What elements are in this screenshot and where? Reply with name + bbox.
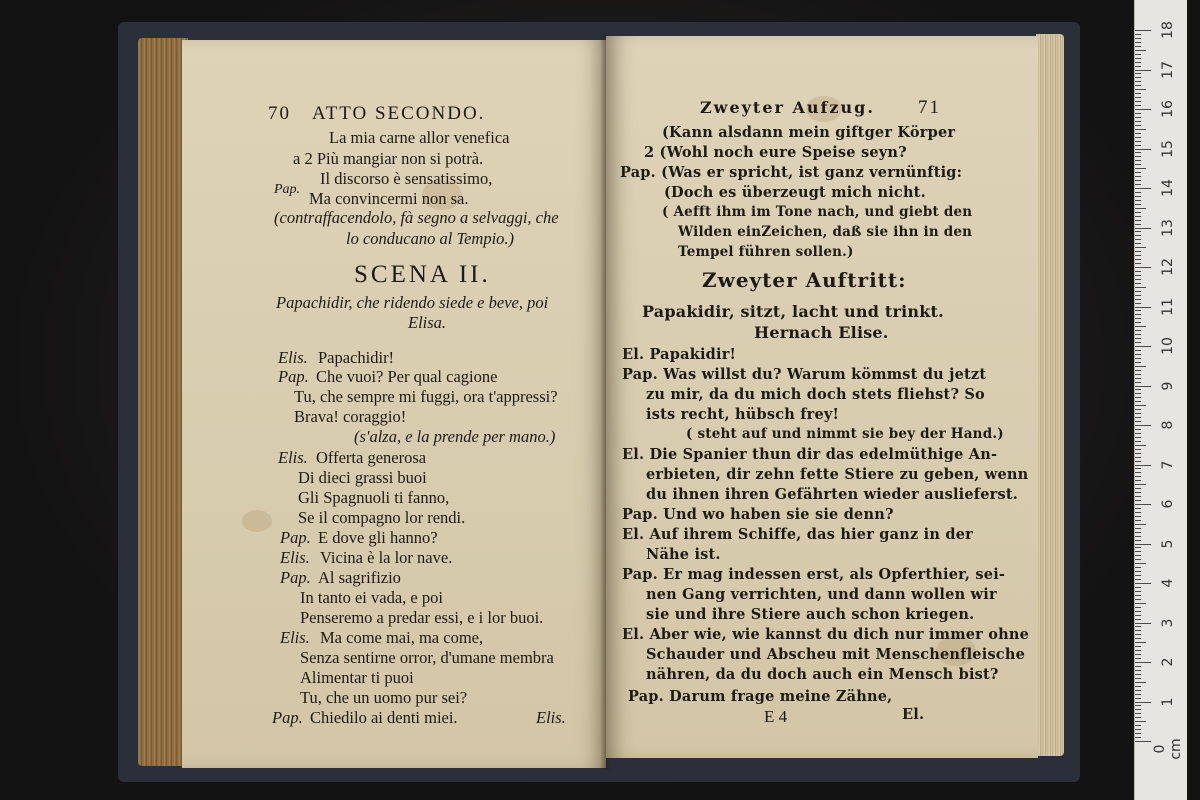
verse-line: (Kann alsdann mein giftger Körper [662, 124, 956, 141]
ruler-number: 17 [1160, 60, 1176, 79]
ruler-tick [1135, 532, 1141, 533]
ruler-tick [1135, 709, 1141, 710]
dialogue-line: Pap. Was willst du? Warum kömmst du jetzt [622, 366, 987, 383]
running-head: Zweyter Aufzug. [700, 98, 875, 117]
ruler-tick [1135, 468, 1141, 469]
ruler-tick [1135, 259, 1141, 260]
ruler-tick [1135, 378, 1141, 379]
ruler-tick [1135, 231, 1141, 232]
ruler-number: 18 [1160, 21, 1176, 39]
ruler-tick [1135, 737, 1141, 738]
page-block-edge-left [138, 38, 188, 766]
dialogue-line: Pap. Er mag indessen erst, als Opferthier, sei- [622, 566, 1006, 583]
ruler-tick [1135, 591, 1141, 592]
verse-line: 2 (Wohl noch eure Speise seyn? [644, 144, 907, 161]
dialogue-line: Offerta generosa [316, 448, 427, 467]
catchword: El. [902, 706, 925, 723]
ruler-tick [1135, 615, 1141, 616]
ruler-tick [1135, 449, 1141, 450]
ruler-tick [1135, 362, 1141, 363]
ruler-tick [1135, 630, 1141, 631]
ruler-tick [1135, 354, 1141, 355]
speaker-label: Pap. [272, 708, 303, 727]
ruler-number: 0 cm [1152, 738, 1184, 760]
stage-direction: (contraffacendolo, fà segno a selvaggi, che [274, 208, 559, 227]
dialogue-line: Senza sentirne orror, d'umane membra [300, 648, 554, 667]
dialogue-line: In tanto ei vada, e poi [300, 588, 443, 607]
ruler-tick [1135, 382, 1141, 383]
ruler-tick [1135, 528, 1141, 529]
ruler-tick [1135, 678, 1141, 679]
ruler-tick [1135, 500, 1141, 501]
dialogue-line: Penseremo a predar essi, e i lor buoi. [300, 608, 544, 627]
dialogue-line: E dove gli hanno? [318, 528, 438, 547]
ruler-tick [1135, 101, 1141, 102]
ruler-tick [1135, 634, 1141, 635]
ruler-tick [1135, 141, 1141, 142]
dialogue-line: Se il compagno lor rendi. [298, 508, 466, 527]
ruler-tick [1135, 445, 1146, 446]
verse-line: Pap. (Was er spricht, ist ganz vernünftig: [620, 164, 963, 181]
ruler-tick [1135, 690, 1141, 691]
dialogue-line: El. Auf ihrem Schiffe, das hier ganz in der [622, 526, 973, 543]
stage-direction: Wilden einZeichen, daß sie ihn in den [678, 224, 973, 240]
ruler-tick [1135, 405, 1146, 406]
ruler-number: 3 [1160, 618, 1176, 627]
ruler-tick [1135, 291, 1141, 292]
ruler-tick [1135, 496, 1141, 497]
speaker-label: Elis. [280, 548, 310, 567]
speaker-label: Pap. [278, 367, 309, 386]
ruler-tick [1135, 152, 1141, 153]
ruler-tick [1135, 93, 1141, 94]
ruler-tick [1135, 453, 1141, 454]
ruler-tick [1135, 350, 1141, 351]
ruler-tick [1135, 366, 1146, 367]
ruler-tick [1135, 393, 1141, 394]
ruler-tick [1135, 81, 1141, 82]
ruler-tick [1135, 97, 1141, 98]
dialogue-line: Tu, che sempre mi fuggi, ora t'appressi? [294, 387, 558, 406]
ruler-tick [1135, 62, 1141, 63]
dialogue-line: El. Papakidir! [622, 346, 737, 363]
stage-direction: lo conducano al Tempio.) [346, 229, 515, 248]
dialogue-line: erbieten, dir zehn fette Stiere zu geben, wenn [646, 466, 1029, 483]
ruler-tick [1135, 46, 1141, 47]
ruler-tick [1135, 682, 1146, 683]
ruler-tick [1135, 263, 1141, 264]
ruler-tick [1135, 666, 1141, 667]
stage-direction: (s'alza, e la prende per mano.) [354, 427, 556, 446]
dialogue-line: Alimentar ti puoi [300, 668, 414, 687]
ruler-tick [1135, 717, 1141, 718]
ruler-tick [1135, 212, 1141, 213]
ruler-tick [1135, 307, 1151, 308]
ruler-tick [1135, 172, 1141, 173]
ruler-tick [1135, 540, 1141, 541]
ruler-number: 15 [1160, 139, 1176, 158]
dialogue-line: zu mir, da du mich doch stets fliehst? So [646, 386, 985, 403]
left-page [182, 40, 606, 768]
verse-line: a 2 Più mangiar non si potrà. [293, 149, 484, 168]
ruler-tick [1135, 299, 1141, 300]
ruler-tick [1135, 524, 1146, 525]
ruler-tick [1135, 555, 1141, 556]
ruler-tick [1135, 694, 1141, 695]
ruler-tick [1135, 156, 1141, 157]
ruler-tick [1135, 662, 1151, 663]
measuring-ruler [1134, 0, 1187, 800]
dialogue-line: nen Gang verrichten, und dann wollen wir [646, 586, 997, 603]
foxing-stain [242, 510, 272, 532]
ruler-number: 11 [1160, 297, 1176, 316]
speaker-label: Pap. [274, 182, 301, 197]
ruler-tick [1135, 508, 1141, 509]
ruler-tick [1135, 109, 1151, 110]
ruler-tick [1135, 551, 1141, 552]
ruler-tick [1135, 465, 1151, 466]
dialogue-line: Al sagrifizio [318, 568, 401, 587]
ruler-tick [1135, 516, 1141, 517]
ruler-tick [1135, 342, 1141, 343]
ruler-tick [1135, 512, 1141, 513]
ruler-tick [1135, 698, 1141, 699]
ruler-tick [1135, 492, 1141, 493]
dialogue-line: Schauder und Abscheu mit Menschenfleische [646, 646, 1025, 663]
ruler-tick [1135, 571, 1141, 572]
stage-direction: ( steht auf und nimmt sie bey der Hand.) [686, 426, 1004, 442]
ruler-tick [1135, 275, 1141, 276]
ruler-tick [1135, 50, 1146, 51]
ruler-tick [1135, 575, 1141, 576]
ruler-tick [1135, 563, 1146, 564]
ruler-tick [1135, 346, 1151, 347]
ruler-tick [1135, 441, 1141, 442]
ruler-tick [1135, 476, 1141, 477]
ruler-tick [1135, 457, 1141, 458]
stage-direction: Tempel führen sollen.) [678, 244, 854, 260]
ruler-tick [1135, 283, 1141, 284]
page-number: 71 [918, 97, 941, 118]
right-page [606, 36, 1038, 758]
ruler-tick [1135, 650, 1141, 651]
dialogue-line: Nähe ist. [646, 546, 721, 563]
ruler-number: 2 [1160, 657, 1176, 667]
ruler-tick [1135, 176, 1141, 177]
ruler-tick [1135, 638, 1141, 639]
scene-description: Hernach Elise. [754, 323, 889, 342]
dialogue-line: Papachidir! [318, 348, 395, 367]
ruler-tick [1135, 251, 1141, 252]
ruler-tick [1135, 370, 1141, 371]
ruler-tick [1135, 374, 1141, 375]
ruler-tick [1135, 413, 1141, 414]
ruler-tick [1135, 192, 1141, 193]
scene-description: Elisa. [408, 313, 447, 332]
ruler-tick [1135, 204, 1141, 205]
ruler-tick [1135, 544, 1151, 545]
dialogue-line: Pap. Darum frage meine Zähne, [628, 688, 893, 705]
dialogue-line: El. Aber wie, wie kannst du dich nur immer ohne [622, 626, 1030, 643]
ruler-tick [1135, 113, 1141, 114]
verse-line: Il discorso è sensatissimo, [320, 169, 493, 188]
ruler-tick [1135, 34, 1141, 35]
ruler-tick [1135, 145, 1141, 146]
ruler-number: 12 [1160, 258, 1176, 276]
ruler-tick [1135, 310, 1141, 311]
dialogue-line: ists recht, hübsch frey! [646, 406, 840, 423]
ruler-tick [1135, 77, 1141, 78]
verse-line: (Doch es überzeugt mich nicht. [664, 184, 926, 201]
ruler-tick [1135, 733, 1141, 734]
signature-mark: E 4 [764, 707, 788, 726]
ruler-tick [1135, 30, 1151, 31]
dialogue-line: El. Die Spanier thun dir das edelmüthige An- [622, 446, 998, 463]
ruler-tick [1135, 425, 1151, 426]
ruler-tick [1135, 389, 1141, 390]
ruler-tick [1135, 504, 1151, 505]
ruler-number: 8 [1160, 420, 1176, 430]
speaker-label: Pap. [280, 528, 311, 547]
ruler-tick [1135, 188, 1151, 189]
dialogue-line: Di dieci grassi buoi [298, 468, 427, 487]
dialogue-line: sie und ihre Stiere auch schon kriegen. [646, 606, 975, 623]
running-head: ATTO SECONDO. [312, 103, 486, 124]
ruler-tick [1135, 358, 1141, 359]
ruler-tick [1135, 658, 1141, 659]
ruler-tick [1135, 243, 1141, 244]
ruler-number: 14 [1160, 179, 1176, 197]
ruler-tick [1135, 437, 1141, 438]
ruler-tick [1135, 125, 1141, 126]
ruler-tick [1135, 200, 1141, 201]
ruler-tick [1135, 702, 1151, 703]
ruler-tick [1135, 220, 1141, 221]
ruler-tick [1135, 429, 1141, 430]
ruler-number: 16 [1160, 100, 1176, 118]
dialogue-line: Chiedilo ai denti miei. [310, 708, 458, 727]
ruler-tick [1135, 599, 1141, 600]
stage-direction: ( Aefft ihm im Tone nach, und giebt den [662, 204, 973, 220]
speaker-label: Elis. [280, 628, 310, 647]
ruler-number: 7 [1160, 460, 1176, 469]
ruler-tick [1135, 318, 1141, 319]
ruler-tick [1135, 536, 1141, 537]
ruler-tick [1135, 619, 1141, 620]
scene-title: Zweyter Auftritt: [702, 268, 907, 292]
ruler-tick [1135, 559, 1141, 560]
ruler-tick [1135, 338, 1141, 339]
ruler-tick [1135, 105, 1141, 106]
ruler-tick [1135, 686, 1141, 687]
ruler-number: 6 [1160, 499, 1176, 509]
ruler-tick [1135, 208, 1146, 209]
ruler-tick [1135, 303, 1141, 304]
ruler-tick [1135, 725, 1141, 726]
page-number: 70 [268, 103, 291, 124]
ruler-tick [1135, 168, 1146, 169]
ruler-tick [1135, 164, 1141, 165]
ruler-tick [1135, 595, 1141, 596]
catchword: Elis. [536, 708, 566, 727]
ruler-tick [1135, 674, 1141, 675]
ruler-tick [1135, 38, 1141, 39]
ruler-tick [1135, 713, 1141, 714]
ruler-tick [1135, 670, 1141, 671]
ruler-tick [1135, 721, 1146, 722]
ruler-tick [1135, 287, 1146, 288]
ruler-tick [1135, 397, 1141, 398]
dialogue-line: Vicina è la lor nave. [320, 548, 453, 567]
page-block-edge-right [1036, 34, 1064, 756]
ruler-tick [1135, 235, 1141, 236]
ruler-tick [1135, 401, 1141, 402]
ruler-tick [1135, 433, 1141, 434]
ruler-tick [1135, 54, 1141, 55]
ruler-number: 5 [1160, 539, 1176, 548]
dialogue-line: Che vuoi? Per qual cagione [316, 367, 498, 386]
ruler-number: 13 [1160, 218, 1176, 237]
ruler-tick [1135, 547, 1141, 548]
ruler-tick [1135, 705, 1141, 706]
ruler-tick [1135, 129, 1146, 130]
ruler-tick [1135, 472, 1141, 473]
ruler-tick [1135, 729, 1141, 730]
ruler-tick [1135, 626, 1141, 627]
ruler-tick [1135, 70, 1151, 71]
ruler-tick [1135, 279, 1141, 280]
ruler-tick [1135, 520, 1141, 521]
ruler-tick [1135, 642, 1146, 643]
ruler-tick [1135, 73, 1141, 74]
ruler-tick [1135, 239, 1141, 240]
verse-line: Ma convincermi non sa. [309, 189, 469, 208]
ruler-tick [1135, 409, 1141, 410]
ruler-tick [1135, 741, 1151, 742]
ruler-tick [1135, 255, 1141, 256]
ruler-tick [1135, 579, 1141, 580]
ruler-tick [1135, 326, 1146, 327]
ruler-tick [1135, 133, 1141, 134]
ruler-tick [1135, 184, 1141, 185]
ruler-tick [1135, 247, 1146, 248]
ruler-number: 1 [1160, 697, 1176, 706]
ruler-tick [1135, 334, 1141, 335]
ruler-tick [1135, 603, 1146, 604]
ruler-tick [1135, 137, 1141, 138]
scene-description: Papakidir, sitzt, lacht und trinkt. [642, 302, 944, 321]
speaker-label: Elis. [278, 348, 308, 367]
ruler-tick [1135, 567, 1141, 568]
ruler-tick [1135, 216, 1141, 217]
ruler-tick [1135, 488, 1141, 489]
ruler-tick [1135, 421, 1141, 422]
dialogue-line: nähren, da du doch auch ein Mensch bist? [646, 666, 999, 683]
ruler-tick [1135, 267, 1151, 268]
ruler-tick [1135, 314, 1141, 315]
ruler-tick [1135, 228, 1151, 229]
ruler-tick [1135, 386, 1151, 387]
ruler-tick [1135, 160, 1141, 161]
dialogue-line: Tu, che un uomo pur sei? [300, 688, 468, 707]
ruler-number: 9 [1160, 381, 1176, 390]
dialogue-line: Pap. Und wo haben sie sie denn? [622, 506, 894, 523]
ruler-tick [1135, 611, 1141, 612]
ruler-tick [1135, 295, 1141, 296]
ruler-tick [1135, 646, 1141, 647]
dialogue-line: du ihnen ihren Gefährten wieder auslieferst. [646, 486, 1019, 503]
ruler-tick [1135, 480, 1141, 481]
ruler-tick [1135, 196, 1141, 197]
ruler-tick [1135, 66, 1141, 67]
ruler-tick [1135, 587, 1141, 588]
ruler-tick [1135, 583, 1151, 584]
ruler-tick [1135, 271, 1141, 272]
ruler-tick [1135, 180, 1141, 181]
verse-line: La mia carne allor venefica [329, 128, 510, 147]
ruler-tick [1135, 322, 1141, 323]
ruler-tick [1135, 461, 1141, 462]
speaker-label: Elis. [278, 448, 308, 467]
scene-description: Papachidir, che ridendo siede e beve, poi [276, 293, 549, 312]
ruler-tick [1135, 58, 1141, 59]
ruler-tick [1135, 484, 1146, 485]
ruler-tick [1135, 121, 1141, 122]
ruler-tick [1135, 417, 1141, 418]
ruler-number: 4 [1160, 578, 1176, 588]
ruler-tick [1135, 89, 1146, 90]
ruler-tick [1135, 330, 1141, 331]
ruler-tick [1135, 654, 1141, 655]
scene-title: SCENA II. [354, 261, 491, 288]
dialogue-line: Gli Spagnuoli ti fanno, [298, 488, 450, 507]
ruler-tick [1135, 623, 1151, 624]
ruler-tick [1135, 607, 1141, 608]
ruler-tick [1135, 42, 1141, 43]
speaker-label: Pap. [280, 568, 311, 587]
ruler-tick [1135, 224, 1141, 225]
ruler-tick [1135, 117, 1141, 118]
dialogue-line: Ma come mai, ma come, [320, 628, 484, 647]
ruler-number: 10 [1160, 337, 1176, 355]
ruler-tick [1135, 85, 1141, 86]
dialogue-line: Brava! coraggio! [294, 407, 407, 426]
ruler-tick [1135, 149, 1151, 150]
